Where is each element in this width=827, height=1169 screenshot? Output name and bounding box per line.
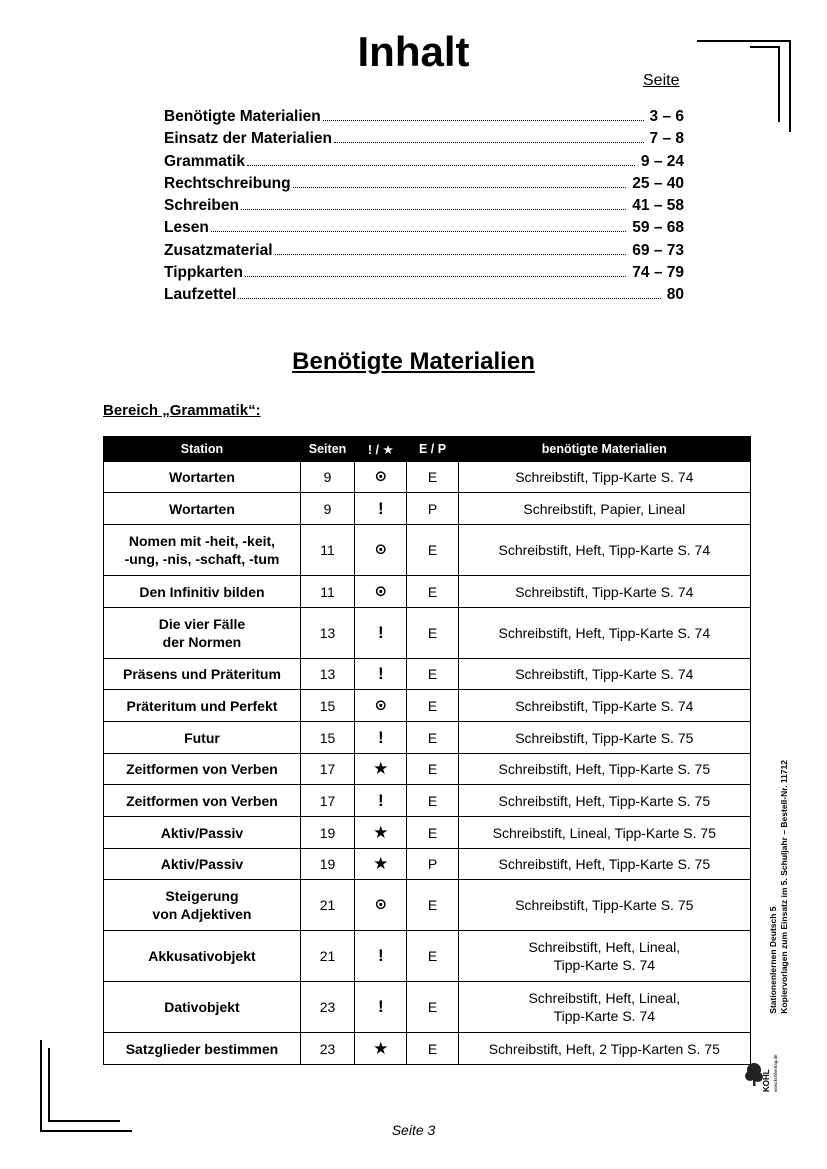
table-row (104, 576, 751, 608)
tree-icon (745, 1063, 763, 1086)
station-cell: Die vier Fälle der Normen (104, 608, 301, 659)
station-cell: Satzglieder bestimmen (104, 1033, 301, 1065)
toc-entry-page: 7 – 8 (649, 130, 684, 148)
ep-cell: E (407, 1033, 458, 1065)
symbol-cell: ⊙ (355, 462, 407, 493)
seiten-cell: 11 (300, 576, 354, 608)
symbol-cell: ⊙ (355, 880, 407, 931)
table-row (104, 754, 751, 785)
toc-leader-dots (293, 186, 627, 188)
seiten-cell: 9 (300, 493, 354, 525)
symbol-cell: ⊙ (355, 525, 407, 576)
table-row (104, 722, 751, 754)
table-row (104, 931, 751, 982)
materialien-cell: Schreibstift, Papier, Lineal (458, 493, 750, 525)
ep-cell: E (407, 462, 458, 493)
table-row (104, 462, 751, 493)
toc-entry-page: 9 – 24 (640, 152, 684, 170)
ep-cell: E (407, 525, 458, 576)
materialien-cell: Schreibstift, Tipp-Karte S. 75 (458, 722, 750, 754)
materialien-cell: Schreibstift, Tipp-Karte S. 74 (458, 576, 750, 608)
symbol-cell: ! (355, 982, 407, 1033)
page-footer: Seite 3 (391, 1122, 436, 1138)
side-imprint (768, 760, 790, 1014)
toc-entry-name: Laufzettel (164, 286, 237, 304)
toc-entry[interactable] (164, 286, 684, 308)
seiten-cell: 11 (300, 525, 354, 576)
toc-entry-page: 25 – 40 (632, 174, 684, 192)
symbol-cell: ★ (355, 1033, 407, 1065)
materialien-cell: Schreibstift, Heft, Tipp-Karte S. 74 (458, 608, 750, 659)
seiten-cell: 21 (300, 880, 354, 931)
table-header-row (104, 437, 751, 462)
symbol-cell: ★ (355, 849, 407, 880)
toc-leader-dots (247, 164, 635, 166)
ep-cell: E (407, 659, 458, 690)
materialien-cell: Schreibstift, Tipp-Karte S. 74 (458, 659, 750, 690)
toc-leader-dots (334, 141, 644, 143)
table-row (104, 659, 751, 690)
seite-column-label: Seite (643, 72, 680, 89)
seiten-cell: 21 (300, 931, 354, 982)
station-cell: Dativobjekt (104, 982, 301, 1033)
symbol-cell: ! (355, 493, 407, 525)
materialien-cell: Schreibstift, Heft, Lineal, Tipp-Karte S. 74 (458, 931, 750, 982)
symbol-cell: ! (355, 608, 407, 659)
station-cell: Aktiv/Passiv (104, 849, 301, 880)
ep-cell: E (407, 982, 458, 1033)
seiten-cell: 17 (300, 754, 354, 785)
publisher-logo (744, 1034, 784, 1094)
toc-entry-name: Rechtschreibung (164, 174, 291, 192)
toc-entry[interactable] (164, 175, 684, 197)
ep-cell: E (407, 785, 458, 817)
symbol-cell: ⊙ (355, 690, 407, 722)
ep-cell: E (407, 690, 458, 722)
symbol-cell: ★ (355, 754, 407, 785)
toc-entry[interactable] (164, 264, 684, 286)
toc-entry-name: Grammatik (164, 152, 245, 170)
toc-entry[interactable] (164, 108, 684, 130)
ep-cell: E (407, 817, 458, 849)
toc-entry[interactable] (164, 130, 684, 152)
materialien-cell: Schreibstift, Heft, Tipp-Karte S. 75 (458, 849, 750, 880)
materialien-cell: Schreibstift, Heft, Tipp-Karte S. 75 (458, 785, 750, 817)
logo-brand: KOHL (762, 1069, 771, 1092)
station-cell: Präteritum und Perfekt (104, 690, 301, 722)
toc-entry-page: 74 – 79 (632, 264, 684, 282)
seiten-cell: 17 (300, 785, 354, 817)
toc-leader-dots (211, 230, 626, 232)
toc-entry-name: Lesen (164, 219, 209, 237)
materialien-cell: Schreibstift, Heft, 2 Tipp-Karten S. 75 (458, 1033, 750, 1065)
header-materialien: benötigte Materialien (458, 437, 750, 462)
materialien-cell: Schreibstift, Heft, Tipp-Karte S. 75 (458, 754, 750, 785)
seiten-cell: 19 (300, 849, 354, 880)
ep-cell: P (407, 493, 458, 525)
seiten-cell: 13 (300, 608, 354, 659)
table-of-contents (164, 108, 684, 309)
symbol-cell: ★ (355, 817, 407, 849)
toc-entry-page: 69 – 73 (632, 241, 684, 259)
ep-cell: E (407, 722, 458, 754)
toc-leader-dots (241, 208, 626, 210)
materialien-cell: Schreibstift, Lineal, Tipp-Karte S. 75 (458, 817, 750, 849)
station-cell: Wortarten (104, 493, 301, 525)
table-row (104, 525, 751, 576)
ep-cell: P (407, 849, 458, 880)
toc-entry-page: 80 (666, 286, 684, 304)
station-cell: Nomen mit -heit, -keit, -ung, -nis, -schaft, -tum (104, 525, 301, 576)
table-row (104, 880, 751, 931)
bereich-heading: Bereich „Grammatik“: (103, 402, 261, 419)
symbol-cell: ⊙ (355, 576, 407, 608)
materialien-cell: Schreibstift, Tipp-Karte S. 74 (458, 690, 750, 722)
table-row (104, 608, 751, 659)
ep-cell: E (407, 754, 458, 785)
table-row (104, 1033, 751, 1065)
station-cell: Den Infinitiv bilden (104, 576, 301, 608)
table-row (104, 493, 751, 525)
side-imprint-line1: Stationenlernen Deutsch 5 (768, 906, 778, 1014)
ep-cell: E (407, 931, 458, 982)
toc-entry-page: 3 – 6 (649, 108, 684, 125)
materialien-cell: Schreibstift, Tipp-Karte S. 75 (458, 880, 750, 931)
station-cell: Wortarten (104, 462, 301, 493)
station-cell: Akkusativobjekt (104, 931, 301, 982)
page-title: Inhalt (357, 28, 470, 75)
station-cell: Futur (104, 722, 301, 754)
logo-url: www.kohlverlag.de (773, 1054, 778, 1092)
seiten-cell: 15 (300, 690, 354, 722)
table-row (104, 785, 751, 817)
seiten-cell: 19 (300, 817, 354, 849)
station-cell: Zeitformen von Verben (104, 785, 301, 817)
toc-leader-dots (238, 297, 660, 299)
toc-entry[interactable] (164, 219, 684, 241)
ep-cell: E (407, 576, 458, 608)
toc-leader-dots (275, 253, 627, 255)
symbol-cell: ! (355, 659, 407, 690)
materialien-cell: Schreibstift, Heft, Lineal, Tipp-Karte S. 74 (458, 982, 750, 1033)
header-symbol: ! / ★ (355, 437, 407, 462)
seiten-cell: 23 (300, 1033, 354, 1065)
seiten-cell: 23 (300, 982, 354, 1033)
toc-entry-name: Tippkarten (164, 264, 243, 282)
table-row (104, 849, 751, 880)
seiten-cell: 9 (300, 462, 354, 493)
table-body (104, 462, 751, 1065)
symbol-cell: ! (355, 931, 407, 982)
toc-entry-page: 41 – 58 (632, 197, 684, 215)
seiten-cell: 13 (300, 659, 354, 690)
toc-entry[interactable] (164, 153, 684, 175)
toc-entry-name: Benötigte Materialien (164, 108, 321, 125)
header-station: Station (104, 437, 301, 462)
table-row (104, 817, 751, 849)
station-cell: Steigerung von Adjektiven (104, 880, 301, 931)
toc-entry-page: 59 – 68 (632, 219, 684, 237)
station-cell: Aktiv/Passiv (104, 817, 301, 849)
ep-cell: E (407, 880, 458, 931)
symbol-cell: ! (355, 722, 407, 754)
toc-entry[interactable] (164, 242, 684, 264)
symbol-cell: ! (355, 785, 407, 817)
toc-entry-name: Einsatz der Materialien (164, 130, 332, 148)
materials-table (103, 436, 751, 1065)
toc-entry-name: Zusatzmaterial (164, 241, 273, 259)
toc-leader-dots (245, 275, 626, 277)
toc-leader-dots (323, 119, 644, 121)
seiten-cell: 15 (300, 722, 354, 754)
toc-entry-name: Schreiben (164, 197, 239, 215)
header-seiten: Seiten (300, 437, 354, 462)
ep-cell: E (407, 608, 458, 659)
table-row (104, 982, 751, 1033)
side-imprint-line2: Kopiervorlagen zum Einsatz im 5. Schuljahr – Bestell-Nr. 11712 (779, 760, 789, 1014)
section-title: Benötigte Materialien (292, 348, 535, 375)
station-cell: Zeitformen von Verben (104, 754, 301, 785)
station-cell: Präsens und Präteritum (104, 659, 301, 690)
materialien-cell: Schreibstift, Heft, Tipp-Karte S. 74 (458, 525, 750, 576)
materialien-cell: Schreibstift, Tipp-Karte S. 74 (458, 462, 750, 493)
toc-entry[interactable] (164, 197, 684, 219)
table-row (104, 690, 751, 722)
header-ep: E / P (407, 437, 458, 462)
